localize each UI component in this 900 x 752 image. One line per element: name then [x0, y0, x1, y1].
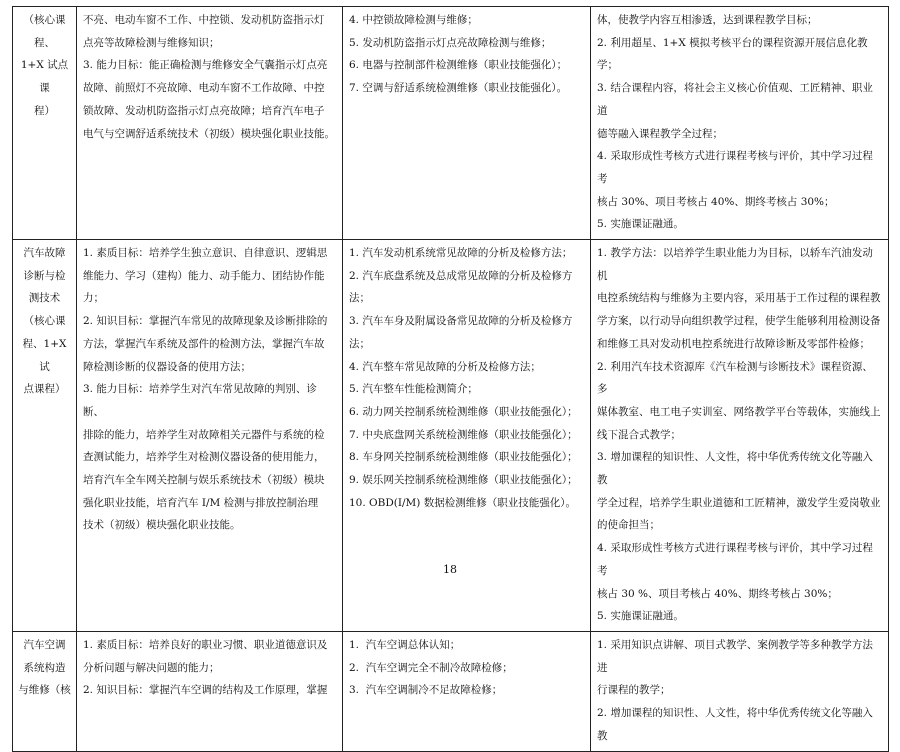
cell-line: 核占 30 %、项目考核占 40%、期终考核占 30%； [597, 587, 838, 600]
cell-line: 1+X 试点课 [20, 59, 69, 95]
cell-line: 5. 实施课证融通。 [597, 218, 684, 231]
course-name-cell [13, 631, 77, 751]
cell-line: 行课程的教学； [597, 684, 671, 697]
cell-line: 排除的能力，培养学生对故障相关元器件与系统的检 [83, 428, 325, 441]
course-table [12, 6, 889, 752]
cell-line: 法； [349, 337, 370, 350]
cell-line: 3. 结合课程内容，将社会主义核心价值观、工匠精神、职业道 [597, 82, 873, 117]
cell-line: 核占 30%、项目考核占 40%、期终考核占 30%； [597, 195, 835, 208]
cell-line: 媒体教室、电工电子实训室、网络教学平台等载体，实施线上 [597, 405, 881, 418]
cell-line: 与维修（核 [18, 684, 71, 697]
cell-line: 3. 汽车空调制冷不足故障检修； [349, 684, 503, 697]
cell-line: 5. 实施课证融通。 [597, 610, 684, 623]
cell-line: 电气与空调舒适系统技术（初级）模块强化职业技能。 [83, 127, 335, 140]
cell-line: 7. 空调与舒适系统检测维修（职业技能强化）。 [349, 82, 568, 95]
cell-line: 5. 发动机防盗指示灯点亮故障检测与维修； [349, 36, 552, 49]
cell-line: 和维修工具对发动机电控系统进行故障诊断及零部件检修； [597, 337, 870, 350]
cell-line: 3. 汽车车身及附属设备常见故障的分析及检修方 [349, 315, 573, 328]
cell-line: 4. 采取形成性考核方式进行课程考核与评价，其中学习过程考 [597, 150, 873, 185]
cell-line: 德等融入课程教学全过程； [597, 127, 723, 140]
cell-line: 4. 汽车整车常见故障的分析及检修方法； [349, 360, 541, 373]
cell-line: 点课程） [23, 383, 66, 396]
course-goals-cell [77, 7, 343, 240]
cell-line: 2. 汽车底盘系统及总成常见故障的分析及检修方 [349, 269, 573, 282]
cell-line: 2. 利用超星、1+X 模拟考核平台的课程资源开展信息化教学； [597, 36, 868, 72]
cell-line: 锁故障、发动机防盗指示灯点亮故障；培育汽车电子 [83, 104, 325, 117]
cell-line: 7. 中央底盘网关系统检测维修（职业技能强化）； [349, 428, 578, 441]
cell-line: 2. 汽车空调完全不制冷故障检修； [349, 661, 513, 674]
cell-line: 1. 汽车空调总体认知； [349, 638, 461, 651]
cell-line: 2. 知识目标：掌握汽车常见的故障现象及诊断排除的 [83, 315, 328, 328]
cell-line: 程、 [34, 36, 55, 49]
cell-line: 1. 汽车发动机系统常见故障的分析及检修方法； [349, 247, 573, 260]
cell-line: 2. 增加课程的知识性、人文性，将中华优秀传统文化等融入教 [597, 707, 873, 742]
cell-line: 系统构造 [23, 661, 66, 674]
cell-line: 3. 能力目标：能正确检测与维修安全气囊指示灯点亮 [83, 59, 328, 72]
cell-line: （核心课 [23, 315, 66, 328]
course-goals-cell [77, 631, 343, 751]
course-name-cell [13, 7, 77, 240]
cell-line: 诊断与检 [23, 269, 66, 282]
cell-line: 1. 采用知识点讲解、项目式教学、案例教学等多种教学方法进 [597, 638, 873, 674]
cell-line: 测技术 [28, 292, 61, 305]
cell-line: 6. 电器与控制部件检测维修（职业技能强化）； [349, 59, 568, 72]
cell-line: 法； [349, 292, 370, 305]
page-number: 18 [443, 563, 457, 576]
teaching-requirements-cell [591, 7, 889, 240]
cell-line: 学全过程，培养学生职业道德和工匠精神，激发学生爱岗敬业 [597, 496, 881, 509]
cell-line: 点亮等故障检测与维修知识； [83, 36, 220, 49]
cell-line: 力； [83, 292, 104, 305]
course-content-cell [343, 631, 591, 751]
cell-line: 强化职业技能，培育汽车 I/M 检测与排放控制治理 [83, 496, 319, 509]
cell-line: 2. 知识目标：掌握汽车空调的结构及工作原理，掌握 [83, 684, 328, 697]
teaching-requirements-cell [591, 631, 889, 751]
cell-line: 程） [34, 104, 55, 117]
cell-line: （核心课 [23, 14, 66, 26]
document-page [12, 6, 888, 752]
cell-line: 1. 教学方法：以培养学生职业能力为目标，以轿车汽油发动机 [597, 247, 873, 282]
cell-line: 汽车故障 [23, 247, 66, 260]
cell-line: 学方案，以行动导向组织教学过程，使学生能够利用检测设备 [597, 315, 881, 328]
cell-line: 4. 采取形成性考核方式进行课程考核与评价，其中学习过程考 [597, 542, 873, 577]
cell-line: 2. 利用汽车技术资源库《汽车检测与诊断技术》课程资源、多 [597, 360, 873, 396]
cell-line: 的使命担当； [597, 519, 660, 532]
cell-line: 查测试能力，培养学生对检测仪器设备的使用能力， [83, 451, 325, 464]
cell-line: 故障、前照灯不亮故障、电动车窗不工作故障、中控 [83, 82, 325, 95]
cell-line: 分析问题与解决问题的能力； [83, 661, 220, 674]
cell-line: 不亮、电动车窗不工作、中控锁、发动机防盗指示灯 [83, 14, 325, 26]
cell-line: 线下混合式教学； [597, 428, 681, 441]
course-table-body [13, 7, 889, 752]
cell-line: 9. 娱乐网关控制系统检测维修（职业技能强化）； [349, 474, 578, 487]
cell-line: 培育汽车全车网关控制与娱乐系统技术（初级）模块 [83, 474, 325, 487]
cell-line: 维能力、学习（建构）能力、动手能力、团结协作能 [83, 269, 325, 282]
cell-line: 4. 中控锁故障检测与维修； [349, 14, 478, 26]
cell-line: 1. 素质目标：培养学生独立意识、自律意识、逻辑思 [83, 247, 328, 260]
cell-line: 6. 动力网关控制系统检测维修（职业技能强化）； [349, 405, 578, 418]
cell-line: 3. 能力目标：培养学生对汽车常见故障的判别、诊断、 [83, 383, 317, 418]
cell-line: 5. 汽车整车性能检测简介； [349, 383, 478, 396]
cell-line: 3. 增加课程的知识性、人文性，将中华优秀传统文化等融入教 [597, 451, 873, 487]
cell-line: 汽车空调 [23, 638, 66, 651]
cell-line: 10. OBD(I/M) 数据检测维修（职业技能强化）。 [349, 496, 576, 509]
cell-line: 方法，掌握汽车系统及部件的检测方法，掌握汽车故 [83, 337, 325, 350]
table-row [13, 631, 889, 751]
cell-line: 8. 车身网关控制系统检测维修（职业技能强化）； [349, 451, 578, 464]
cell-line: 技术（初级）模块强化职业技能。 [83, 519, 241, 532]
course-content-cell [343, 7, 591, 240]
table-row [13, 7, 889, 240]
cell-line: 障检测诊断的仪器设备的使用方法； [83, 360, 251, 373]
cell-line: 体，使教学内容互相渗透，达到课程教学目标； [597, 14, 818, 26]
cell-line: 1. 素质目标：培养良好的职业习惯、职业道德意识及 [83, 638, 328, 651]
cell-line: 程、1+X 试 [22, 337, 70, 373]
cell-line: 电控系统结构与维修为主要内容，采用基于工作过程的课程教 [597, 292, 881, 305]
